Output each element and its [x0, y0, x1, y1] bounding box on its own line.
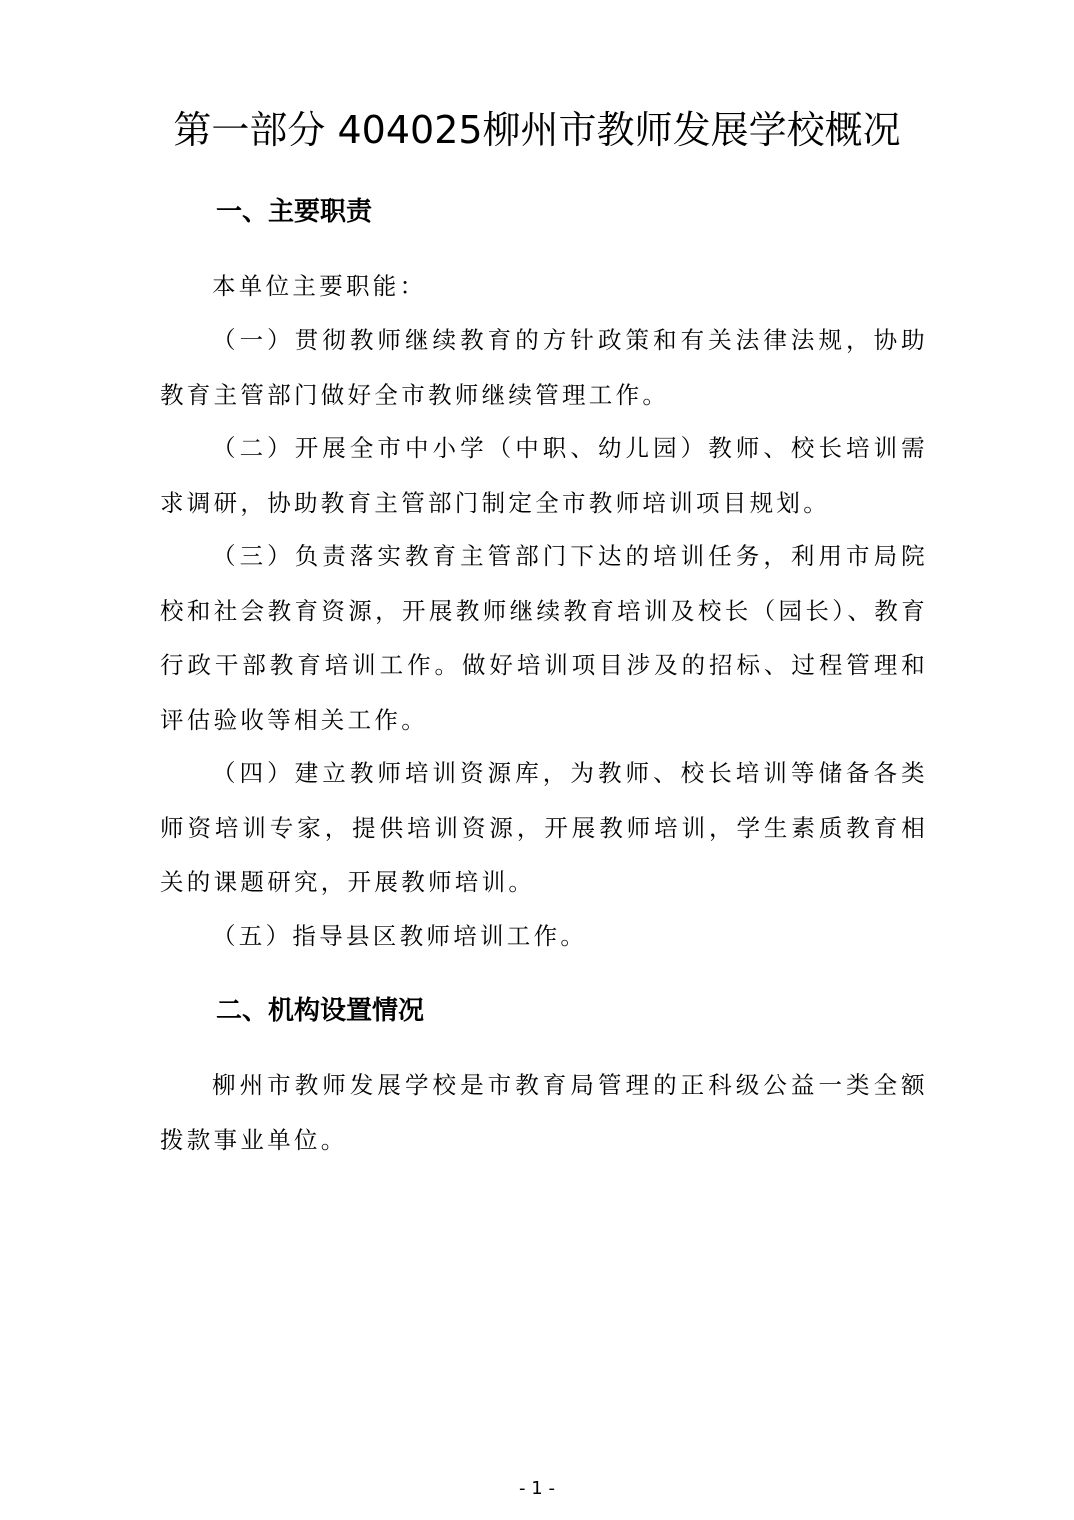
duty-paragraph-1: （一）贯彻教师继续教育的方针政策和有关法律法规，协助教育主管部门做好全市教师继续管理工作。: [160, 326, 928, 409]
duties-intro: 本单位主要职能：: [212, 272, 427, 300]
page-number: - 1 -: [519, 1478, 555, 1499]
document-title: 第一部分 404025柳州市教师发展学校概况: [173, 108, 901, 152]
section-heading-duties: 一、主要职责: [216, 197, 373, 227]
section-heading-organization: 二、机构设置情况: [216, 996, 425, 1026]
duty-paragraph-3: （三）负责落实教育主管部门下达的培训任务，利用市局院校和社会教育资源，开展教师继续教育培训及校长（园长）、教育行政干部教育培训工作。做好培训项目涉及的招标、过程管理和评估验收等相关工作。: [160, 542, 928, 734]
duty-paragraph-5: （五）指导县区教师培训工作。: [212, 922, 588, 950]
duty-paragraph-2: （二）开展全市中小学（中职、幼儿园）教师、校长培训需求调研，协助教育主管部门制定全市教师培训项目规划。: [160, 434, 928, 517]
organization-paragraph: 柳州市教师发展学校是市教育局管理的正科级公益一类全额拨款事业单位。: [160, 1071, 928, 1154]
duty-paragraph-4: （四）建立教师培训资源库，为教师、校长培训等储备各类师资培训专家，提供培训资源，开展教师培训，学生素质教育相关的课题研究，开展教师培训。: [160, 759, 928, 896]
